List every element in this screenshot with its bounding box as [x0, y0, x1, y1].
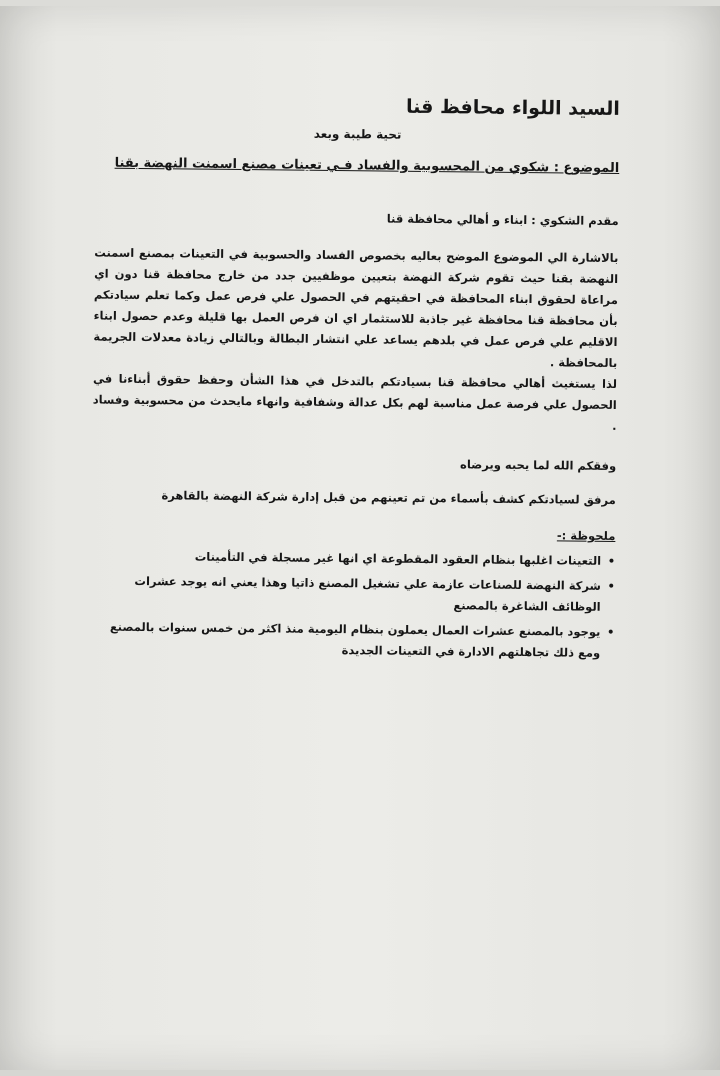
- notes-list: [90, 545, 615, 663]
- bullet-icon: •: [606, 624, 615, 639]
- letter-greeting: تحية طيبة وبعد: [313, 126, 402, 142]
- notes-title: ملحوظة :-: [556, 528, 616, 543]
- bullet-icon: •: [607, 578, 615, 593]
- note-item: [90, 616, 614, 663]
- note-text: التعينات اغلبها بنظام العقود المقطوعة اي انها غير مسجلة في التأمينات: [194, 549, 602, 568]
- paper-sheet: [0, 6, 720, 1070]
- letter-complainant: مقدم الشكوي : ابناء و أهالي محافظة قنا: [386, 211, 619, 228]
- letter-body: [90, 93, 620, 668]
- letter-attachment: مرفق لسيادتكم كشف بأسماء من تم تعينهم من قبل إدارة شركة النهضة بالقاهرة: [161, 488, 616, 507]
- letter-paragraph-2: لذا يستغيث أهالي محافظة قنا بسيادتكم بالتدخل في هذا الشأن وحفظ حقوق أبناءنا في الحصول علي فرصة عمل مناسبة لهم بكل عدالة وشفافية وانهاء مايحدث من محسوبية وفساد .: [92, 371, 618, 433]
- note-text: يوجود بالمصنع عشرات العمال يعملون بنظام اليومية منذ اكثر من خمس سنوات بالمصنع ومع ذلك تجاهلتهم الادارة في التعينات الجديدة: [109, 619, 601, 660]
- note-item: [91, 570, 615, 617]
- note-text: شركة النهضة للصناعات عازمة علي تشغيل المصنع ذاتيا وهذا يعني انه يوجد عشرات الوظائف الشاغرة بالمصنع: [134, 573, 601, 614]
- letter-addressee: السيد اللواء محافظ قنا: [405, 95, 620, 120]
- letter-paragraph-1: بالاشارة الي الموضوع الموضح بعاليه بخصوص الفساد والحسوبية في التعينات بمصنع اسمنت النهضة بقنا حيث تقوم شركة النهضة بتعيين موظفيين جدد من خارج محافظة قنا دون اي مراعاة لحقوق ابناء المحافظة في احقيتهم في الحصول علي فرص عمل وكما تعلم سيادتكم بأن محافظة قنا محافظة غير جاذبة للاستثمار اي ان فرص العمل بها قليلة وعدم حصول ابناء الاقليم علي فرص عمل في بلدهم يساعد علي انتشار البطالة وبالتالي زيادة معدلات الجريمة بالمحافظة .: [93, 245, 619, 370]
- bullet-icon: •: [607, 553, 616, 568]
- letter-subject: الموضوع : شكوي من المحسوبية والفساد فـي تعينات مصنع اسمنت النهضة بقنا: [114, 155, 620, 176]
- letter-closing: وفقكم الله لما يحبه ويرضاه: [460, 457, 617, 473]
- note-item: [91, 545, 615, 571]
